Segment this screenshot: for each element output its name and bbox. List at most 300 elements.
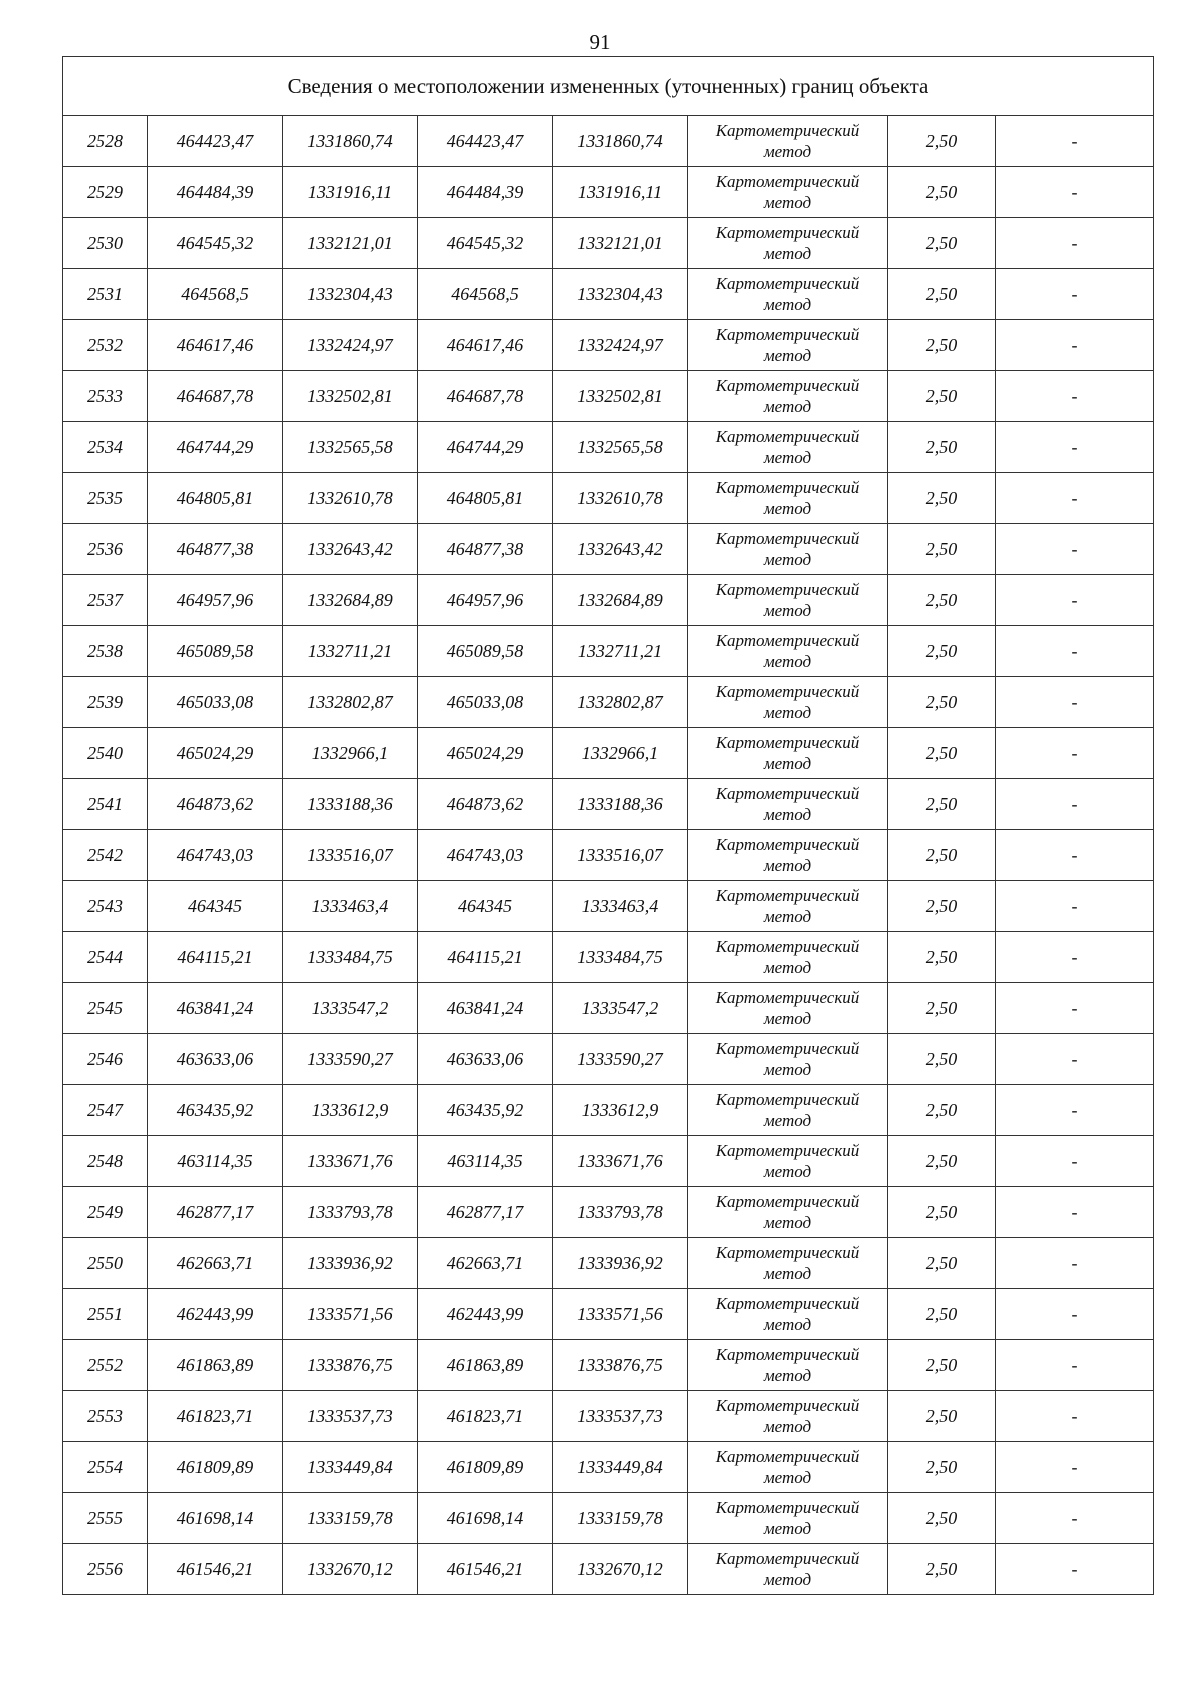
existing-x-cell: 462663,71 xyxy=(148,1238,283,1289)
refined-x-cell: 463435,92 xyxy=(418,1085,553,1136)
table-row xyxy=(63,1391,1154,1442)
method-line-1: Картометрический xyxy=(715,1192,860,1211)
method-line-2: метод xyxy=(763,1519,812,1538)
existing-y-cell: 1333876,75 xyxy=(283,1340,418,1391)
table-row xyxy=(63,1085,1154,1136)
existing-y-cell: 1332711,21 xyxy=(283,626,418,677)
existing-x-cell: 464957,96 xyxy=(148,575,283,626)
refined-y-cell: 1332121,01 xyxy=(553,218,688,269)
table-row xyxy=(63,422,1154,473)
note-cell: - xyxy=(996,1442,1154,1493)
point-number-cell: 2547 xyxy=(63,1085,148,1136)
accuracy-cell: 2,50 xyxy=(888,1187,996,1238)
point-number-cell: 2530 xyxy=(63,218,148,269)
existing-x-cell: 463633,06 xyxy=(148,1034,283,1085)
method-line-2: метод xyxy=(763,601,812,620)
method-cell xyxy=(688,677,888,728)
refined-y-cell: 1333484,75 xyxy=(553,932,688,983)
accuracy-cell: 2,50 xyxy=(888,422,996,473)
refined-x-cell: 462443,99 xyxy=(418,1289,553,1340)
method-cell xyxy=(688,1034,888,1085)
refined-y-cell: 1331916,11 xyxy=(553,167,688,218)
existing-x-cell: 461823,71 xyxy=(148,1391,283,1442)
table-row xyxy=(63,167,1154,218)
existing-x-cell: 465033,08 xyxy=(148,677,283,728)
existing-y-cell: 1332424,97 xyxy=(283,320,418,371)
method-line-2: метод xyxy=(763,856,812,875)
refined-y-cell: 1332643,42 xyxy=(553,524,688,575)
point-number-cell: 2529 xyxy=(63,167,148,218)
refined-y-cell: 1332966,1 xyxy=(553,728,688,779)
note-cell: - xyxy=(996,320,1154,371)
existing-x-cell: 464423,47 xyxy=(148,116,283,167)
point-number-cell: 2531 xyxy=(63,269,148,320)
method-line-2: метод xyxy=(763,346,812,365)
existing-x-cell: 465024,29 xyxy=(148,728,283,779)
table-row xyxy=(63,269,1154,320)
existing-y-cell: 1331916,11 xyxy=(283,167,418,218)
accuracy-cell: 2,50 xyxy=(888,728,996,779)
accuracy-cell: 2,50 xyxy=(888,575,996,626)
accuracy-cell: 2,50 xyxy=(888,779,996,830)
note-cell: - xyxy=(996,626,1154,677)
method-line-2: метод xyxy=(763,1162,812,1181)
point-number-cell: 2545 xyxy=(63,983,148,1034)
method-line-1: Картометрический xyxy=(715,1498,860,1517)
table-row xyxy=(63,881,1154,932)
existing-y-cell: 1333484,75 xyxy=(283,932,418,983)
refined-x-cell: 464115,21 xyxy=(418,932,553,983)
existing-x-cell: 464743,03 xyxy=(148,830,283,881)
refined-y-cell: 1333876,75 xyxy=(553,1340,688,1391)
point-number-cell: 2554 xyxy=(63,1442,148,1493)
method-cell xyxy=(688,1340,888,1391)
method-line-2: метод xyxy=(763,448,812,467)
accuracy-cell: 2,50 xyxy=(888,1544,996,1595)
refined-x-cell: 461823,71 xyxy=(418,1391,553,1442)
method-line-2: метод xyxy=(763,1417,812,1436)
refined-x-cell: 464345 xyxy=(418,881,553,932)
existing-x-cell: 461863,89 xyxy=(148,1340,283,1391)
point-number-cell: 2544 xyxy=(63,932,148,983)
accuracy-cell: 2,50 xyxy=(888,1085,996,1136)
existing-x-cell: 464687,78 xyxy=(148,371,283,422)
existing-x-cell: 463841,24 xyxy=(148,983,283,1034)
accuracy-cell: 2,50 xyxy=(888,932,996,983)
refined-x-cell: 462663,71 xyxy=(418,1238,553,1289)
refined-y-cell: 1333547,2 xyxy=(553,983,688,1034)
accuracy-cell: 2,50 xyxy=(888,473,996,524)
point-number-cell: 2535 xyxy=(63,473,148,524)
accuracy-cell: 2,50 xyxy=(888,1442,996,1493)
method-cell xyxy=(688,626,888,677)
method-cell xyxy=(688,116,888,167)
table-row xyxy=(63,1034,1154,1085)
method-line-1: Картометрический xyxy=(715,682,860,701)
accuracy-cell: 2,50 xyxy=(888,371,996,422)
refined-y-cell: 1332502,81 xyxy=(553,371,688,422)
note-cell: - xyxy=(996,269,1154,320)
refined-x-cell: 465033,08 xyxy=(418,677,553,728)
note-cell: - xyxy=(996,1340,1154,1391)
method-cell xyxy=(688,1493,888,1544)
point-number-cell: 2546 xyxy=(63,1034,148,1085)
point-number-cell: 2556 xyxy=(63,1544,148,1595)
note-cell: - xyxy=(996,524,1154,575)
method-cell xyxy=(688,1085,888,1136)
method-cell xyxy=(688,371,888,422)
table-row xyxy=(63,575,1154,626)
note-cell: - xyxy=(996,881,1154,932)
existing-x-cell: 464744,29 xyxy=(148,422,283,473)
accuracy-cell: 2,50 xyxy=(888,116,996,167)
table-row xyxy=(63,1289,1154,1340)
method-cell xyxy=(688,218,888,269)
method-cell xyxy=(688,1187,888,1238)
refined-x-cell: 463841,24 xyxy=(418,983,553,1034)
method-line-1: Картометрический xyxy=(715,1243,860,1262)
existing-y-cell: 1332670,12 xyxy=(283,1544,418,1595)
existing-x-cell: 461698,14 xyxy=(148,1493,283,1544)
accuracy-cell: 2,50 xyxy=(888,983,996,1034)
refined-x-cell: 464805,81 xyxy=(418,473,553,524)
accuracy-cell: 2,50 xyxy=(888,269,996,320)
refined-x-cell: 464423,47 xyxy=(418,116,553,167)
note-cell: - xyxy=(996,830,1154,881)
method-line-1: Картометрический xyxy=(715,580,860,599)
table-row xyxy=(63,218,1154,269)
existing-y-cell: 1332802,87 xyxy=(283,677,418,728)
existing-x-cell: 464617,46 xyxy=(148,320,283,371)
table-row xyxy=(63,320,1154,371)
note-cell: - xyxy=(996,728,1154,779)
method-line-2: метод xyxy=(763,1366,812,1385)
table-row xyxy=(63,116,1154,167)
refined-x-cell: 464617,46 xyxy=(418,320,553,371)
existing-y-cell: 1332966,1 xyxy=(283,728,418,779)
existing-y-cell: 1333936,92 xyxy=(283,1238,418,1289)
note-cell: - xyxy=(996,1238,1154,1289)
point-number-cell: 2538 xyxy=(63,626,148,677)
refined-y-cell: 1333936,92 xyxy=(553,1238,688,1289)
method-line-2: метод xyxy=(763,805,812,824)
refined-x-cell: 464545,32 xyxy=(418,218,553,269)
table-row xyxy=(63,779,1154,830)
method-line-2: метод xyxy=(763,1213,812,1232)
accuracy-cell: 2,50 xyxy=(888,1289,996,1340)
note-cell: - xyxy=(996,167,1154,218)
existing-y-cell: 1332121,01 xyxy=(283,218,418,269)
method-line-2: метод xyxy=(763,142,812,161)
note-cell: - xyxy=(996,1544,1154,1595)
method-line-1: Картометрический xyxy=(715,376,860,395)
method-cell xyxy=(688,830,888,881)
note-cell: - xyxy=(996,218,1154,269)
existing-y-cell: 1332643,42 xyxy=(283,524,418,575)
refined-y-cell: 1333571,56 xyxy=(553,1289,688,1340)
existing-y-cell: 1333793,78 xyxy=(283,1187,418,1238)
refined-y-cell: 1332304,43 xyxy=(553,269,688,320)
table-row xyxy=(63,473,1154,524)
refined-y-cell: 1332684,89 xyxy=(553,575,688,626)
refined-y-cell: 1333590,27 xyxy=(553,1034,688,1085)
refined-x-cell: 461698,14 xyxy=(418,1493,553,1544)
refined-x-cell: 464744,29 xyxy=(418,422,553,473)
accuracy-cell: 2,50 xyxy=(888,1034,996,1085)
method-line-1: Картометрический xyxy=(715,1141,860,1160)
table-row xyxy=(63,626,1154,677)
accuracy-cell: 2,50 xyxy=(888,218,996,269)
table-row xyxy=(63,1187,1154,1238)
method-line-1: Картометрический xyxy=(715,223,860,242)
accuracy-cell: 2,50 xyxy=(888,1238,996,1289)
method-cell xyxy=(688,575,888,626)
refined-y-cell: 1331860,74 xyxy=(553,116,688,167)
point-number-cell: 2542 xyxy=(63,830,148,881)
existing-x-cell: 464873,62 xyxy=(148,779,283,830)
existing-y-cell: 1333537,73 xyxy=(283,1391,418,1442)
table-row xyxy=(63,932,1154,983)
table-row xyxy=(63,1493,1154,1544)
existing-x-cell: 464484,39 xyxy=(148,167,283,218)
existing-x-cell: 464545,32 xyxy=(148,218,283,269)
table-row xyxy=(63,1442,1154,1493)
method-cell xyxy=(688,881,888,932)
note-cell: - xyxy=(996,473,1154,524)
accuracy-cell: 2,50 xyxy=(888,320,996,371)
page-number: 91 xyxy=(589,30,611,54)
method-line-1: Картометрический xyxy=(715,1549,860,1568)
refined-y-cell: 1333159,78 xyxy=(553,1493,688,1544)
method-cell xyxy=(688,983,888,1034)
existing-x-cell: 464568,5 xyxy=(148,269,283,320)
method-cell xyxy=(688,728,888,779)
refined-y-cell: 1332610,78 xyxy=(553,473,688,524)
existing-x-cell: 463114,35 xyxy=(148,1136,283,1187)
method-cell xyxy=(688,1391,888,1442)
note-cell: - xyxy=(996,1493,1154,1544)
accuracy-cell: 2,50 xyxy=(888,1136,996,1187)
refined-y-cell: 1333188,36 xyxy=(553,779,688,830)
table-row xyxy=(63,1238,1154,1289)
method-line-1: Картометрический xyxy=(715,274,860,293)
method-line-2: метод xyxy=(763,1264,812,1283)
point-number-cell: 2536 xyxy=(63,524,148,575)
method-line-1: Картометрический xyxy=(715,1039,860,1058)
method-line-2: метод xyxy=(763,1570,812,1589)
table-body xyxy=(63,116,1154,1595)
point-number-cell: 2539 xyxy=(63,677,148,728)
method-line-1: Картометрический xyxy=(715,172,860,191)
refined-y-cell: 1332802,87 xyxy=(553,677,688,728)
method-line-2: метод xyxy=(763,550,812,569)
method-line-2: метод xyxy=(763,703,812,722)
refined-y-cell: 1332670,12 xyxy=(553,1544,688,1595)
refined-x-cell: 464877,38 xyxy=(418,524,553,575)
note-cell: - xyxy=(996,677,1154,728)
note-cell: - xyxy=(996,575,1154,626)
method-cell xyxy=(688,1238,888,1289)
note-cell: - xyxy=(996,983,1154,1034)
refined-x-cell: 465089,58 xyxy=(418,626,553,677)
existing-y-cell: 1333547,2 xyxy=(283,983,418,1034)
method-line-1: Картометрический xyxy=(715,733,860,752)
refined-y-cell: 1333612,9 xyxy=(553,1085,688,1136)
refined-x-cell: 465024,29 xyxy=(418,728,553,779)
refined-y-cell: 1333516,07 xyxy=(553,830,688,881)
method-line-2: метод xyxy=(763,958,812,977)
existing-y-cell: 1333571,56 xyxy=(283,1289,418,1340)
refined-y-cell: 1333793,78 xyxy=(553,1187,688,1238)
method-line-1: Картометрический xyxy=(715,784,860,803)
point-number-cell: 2552 xyxy=(63,1340,148,1391)
refined-y-cell: 1332565,58 xyxy=(553,422,688,473)
method-cell xyxy=(688,422,888,473)
method-line-2: метод xyxy=(763,754,812,773)
existing-y-cell: 1332565,58 xyxy=(283,422,418,473)
method-line-1: Картометрический xyxy=(715,1396,860,1415)
existing-x-cell: 464877,38 xyxy=(148,524,283,575)
method-line-1: Картометрический xyxy=(715,937,860,956)
refined-y-cell: 1332424,97 xyxy=(553,320,688,371)
accuracy-cell: 2,50 xyxy=(888,524,996,575)
method-line-2: метод xyxy=(763,1315,812,1334)
existing-y-cell: 1333449,84 xyxy=(283,1442,418,1493)
method-cell xyxy=(688,1544,888,1595)
point-number-cell: 2543 xyxy=(63,881,148,932)
point-number-cell: 2533 xyxy=(63,371,148,422)
note-cell: - xyxy=(996,932,1154,983)
table-row xyxy=(63,728,1154,779)
refined-x-cell: 462877,17 xyxy=(418,1187,553,1238)
note-cell: - xyxy=(996,1187,1154,1238)
refined-x-cell: 461809,89 xyxy=(418,1442,553,1493)
accuracy-cell: 2,50 xyxy=(888,677,996,728)
method-line-2: метод xyxy=(763,1009,812,1028)
method-line-2: метод xyxy=(763,1111,812,1130)
existing-x-cell: 465089,58 xyxy=(148,626,283,677)
point-number-cell: 2550 xyxy=(63,1238,148,1289)
table-title: Сведения о местоположении измененных (уточненных) границ объекта xyxy=(63,57,1154,116)
method-cell xyxy=(688,167,888,218)
existing-y-cell: 1332684,89 xyxy=(283,575,418,626)
existing-y-cell: 1333159,78 xyxy=(283,1493,418,1544)
method-line-1: Картометрический xyxy=(715,325,860,344)
method-cell xyxy=(688,1442,888,1493)
existing-x-cell: 463435,92 xyxy=(148,1085,283,1136)
refined-x-cell: 463114,35 xyxy=(418,1136,553,1187)
existing-x-cell: 462443,99 xyxy=(148,1289,283,1340)
method-line-2: метод xyxy=(763,652,812,671)
accuracy-cell: 2,50 xyxy=(888,1493,996,1544)
method-cell xyxy=(688,473,888,524)
refined-y-cell: 1333463,4 xyxy=(553,881,688,932)
note-cell: - xyxy=(996,422,1154,473)
note-cell: - xyxy=(996,1034,1154,1085)
method-line-2: метод xyxy=(763,499,812,518)
method-line-2: метод xyxy=(763,1468,812,1487)
existing-y-cell: 1332502,81 xyxy=(283,371,418,422)
note-cell: - xyxy=(996,779,1154,830)
accuracy-cell: 2,50 xyxy=(888,881,996,932)
refined-x-cell: 464568,5 xyxy=(418,269,553,320)
table-row xyxy=(63,1340,1154,1391)
accuracy-cell: 2,50 xyxy=(888,1391,996,1442)
refined-x-cell: 464873,62 xyxy=(418,779,553,830)
existing-y-cell: 1333188,36 xyxy=(283,779,418,830)
note-cell: - xyxy=(996,1136,1154,1187)
point-number-cell: 2534 xyxy=(63,422,148,473)
method-cell xyxy=(688,779,888,830)
note-cell: - xyxy=(996,1391,1154,1442)
method-line-1: Картометрический xyxy=(715,427,860,446)
existing-y-cell: 1333516,07 xyxy=(283,830,418,881)
method-line-1: Картометрический xyxy=(715,886,860,905)
existing-x-cell: 461809,89 xyxy=(148,1442,283,1493)
method-cell xyxy=(688,1136,888,1187)
refined-x-cell: 461863,89 xyxy=(418,1340,553,1391)
table-row xyxy=(63,830,1154,881)
refined-y-cell: 1333537,73 xyxy=(553,1391,688,1442)
refined-y-cell: 1332711,21 xyxy=(553,626,688,677)
table-title-row xyxy=(63,57,1154,116)
method-cell xyxy=(688,932,888,983)
existing-x-cell: 464805,81 xyxy=(148,473,283,524)
table-row xyxy=(63,1136,1154,1187)
method-line-1: Картометрический xyxy=(715,529,860,548)
table-row xyxy=(63,677,1154,728)
existing-y-cell: 1333671,76 xyxy=(283,1136,418,1187)
table-row xyxy=(63,524,1154,575)
accuracy-cell: 2,50 xyxy=(888,1340,996,1391)
existing-y-cell: 1331860,74 xyxy=(283,116,418,167)
existing-x-cell: 461546,21 xyxy=(148,1544,283,1595)
method-cell xyxy=(688,269,888,320)
method-line-1: Картометрический xyxy=(715,1447,860,1466)
note-cell: - xyxy=(996,1085,1154,1136)
refined-x-cell: 464743,03 xyxy=(418,830,553,881)
table-row xyxy=(63,371,1154,422)
refined-x-cell: 464484,39 xyxy=(418,167,553,218)
accuracy-cell: 2,50 xyxy=(888,626,996,677)
accuracy-cell: 2,50 xyxy=(888,167,996,218)
refined-y-cell: 1333671,76 xyxy=(553,1136,688,1187)
method-line-2: метод xyxy=(763,193,812,212)
method-line-2: метод xyxy=(763,295,812,314)
existing-x-cell: 462877,17 xyxy=(148,1187,283,1238)
method-line-1: Картометрический xyxy=(715,121,860,140)
refined-x-cell: 464687,78 xyxy=(418,371,553,422)
refined-x-cell: 463633,06 xyxy=(418,1034,553,1085)
point-number-cell: 2553 xyxy=(63,1391,148,1442)
method-line-1: Картометрический xyxy=(715,1345,860,1364)
existing-x-cell: 464115,21 xyxy=(148,932,283,983)
table-row xyxy=(63,983,1154,1034)
note-cell: - xyxy=(996,371,1154,422)
method-line-1: Картометрический xyxy=(715,478,860,497)
note-cell: - xyxy=(996,116,1154,167)
method-line-2: метод xyxy=(763,907,812,926)
point-number-cell: 2532 xyxy=(63,320,148,371)
note-cell: - xyxy=(996,1289,1154,1340)
method-line-1: Картометрический xyxy=(715,1294,860,1313)
existing-y-cell: 1332304,43 xyxy=(283,269,418,320)
existing-y-cell: 1333590,27 xyxy=(283,1034,418,1085)
method-line-1: Картометрический xyxy=(715,988,860,1007)
method-cell xyxy=(688,1289,888,1340)
existing-y-cell: 1333612,9 xyxy=(283,1085,418,1136)
accuracy-cell: 2,50 xyxy=(888,830,996,881)
